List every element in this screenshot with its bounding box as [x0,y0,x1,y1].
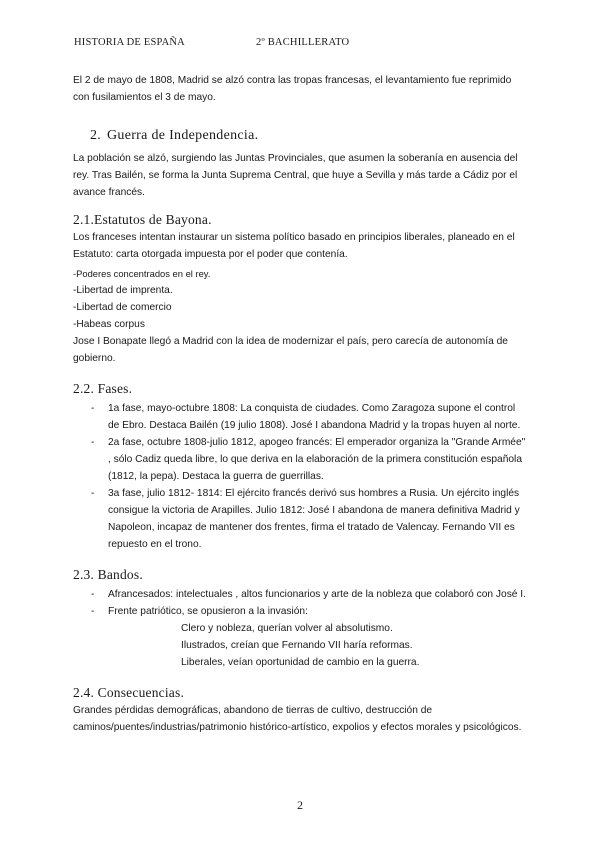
section-2-1-heading: 2.1.Estatutos de Bayona. [73,212,212,227]
statute-item: -Libertad de comercio [73,302,172,313]
section-2-1-paragraph: Los franceses intentan instaurar un sistema político basado en principios liberales, planeado en el Estatuto: carta otorgada impuesta por el poder que contenía. [73,232,515,260]
phases-list [73,400,528,553]
sublist-item: Ilustrados, creían que Fernando VII haría reformas. [181,640,413,651]
list-item: - 2a fase, octubre 1808-julio 1812, apogeo francés: El emperador organiza la "Grande Armée" , sólo Cadiz queda libre, lo que deriva en la elaboración de la primera constitución española (1812, la pepa). Destaca la guerra de guerrillas. [73,434,528,485]
sides-list [73,586,528,620]
section-2-4-paragraph: Grandes pérdidas demográficas, abandono de tierras de cultivo, destrucción de caminos/puentes/industrias/patrimonio histórico-artístico, expolios y efectos morales y psicológicos. [73,705,522,733]
section-2-3-heading: 2.3. Bandos. [73,567,143,582]
statute-item: -Libertad de imprenta. [73,285,173,296]
section-2-heading [90,126,528,146]
header-course: 2º BACHILLERATO [256,37,350,48]
statute-item: -Habeas corpus [73,319,145,330]
list-item: - 3a fase, julio 1812- 1814: El ejército francés derivó sus hombres a Rusia. Un ejército inglés consigue la victoria de Arapilles. Julio 1812: José I abandona de manera definitiva Madrid y Napoleon, incapaz de mantener dos frentes, firma el tratado de Valencay. Fernando VII es repuesto en el trono. [73,485,528,553]
list-item: - Afrancesados: intelectuales , altos funcionarios y arte de la nobleza que colaboró con José I. [73,586,528,603]
section-2-4-heading: 2.4. Consecuencias. [73,685,185,700]
section-2-2-heading: 2.2. Fases. [73,381,133,396]
list-item: - Frente patriótico, se opusieron a la invasión: [73,603,528,620]
section-2-paragraph: La población se alzó, surgiendo las Juntas Provinciales, que asumen la soberanía en ausencia del rey. Tras Bailén, se forma la Junta Suprema Central, que huye a Sevilla y más tarde a Cádiz por el avance francés. [73,153,518,198]
header-subject: HISTORIA DE ESPAÑA [74,37,185,48]
section-2-number: 2. [90,128,102,143]
sublist-item: Clero y nobleza, querían volver al absolutismo. [181,623,393,634]
statute-item: -Poderes concentrados en el rey. [73,268,211,279]
document-body [73,72,528,736]
page-number: 2 [297,798,303,812]
list-item: - 1a fase, mayo-octubre 1808: La conquista de ciudades. Como Zaragoza supone el control de Ebro. Destaca Bailén (19 julio 1808). José I abandona Madrid y la tropas huyen al norte. [73,400,528,434]
section-2-title: Guerra de Independencia. [107,128,259,143]
sublist-item: Liberales, veían oportunidad de cambio en la guerra. [181,657,420,668]
intro-paragraph: El 2 de mayo de 1808, Madrid se alzó contra las tropas francesas, el levantamiento fue reprimido con fusilamientos el 3 de mayo. [73,75,512,103]
section-2-1-closing: Jose I Bonapate llegó a Madrid con la idea de modernizar el país, pero carecía de autonomía de gobierno. [73,336,508,364]
